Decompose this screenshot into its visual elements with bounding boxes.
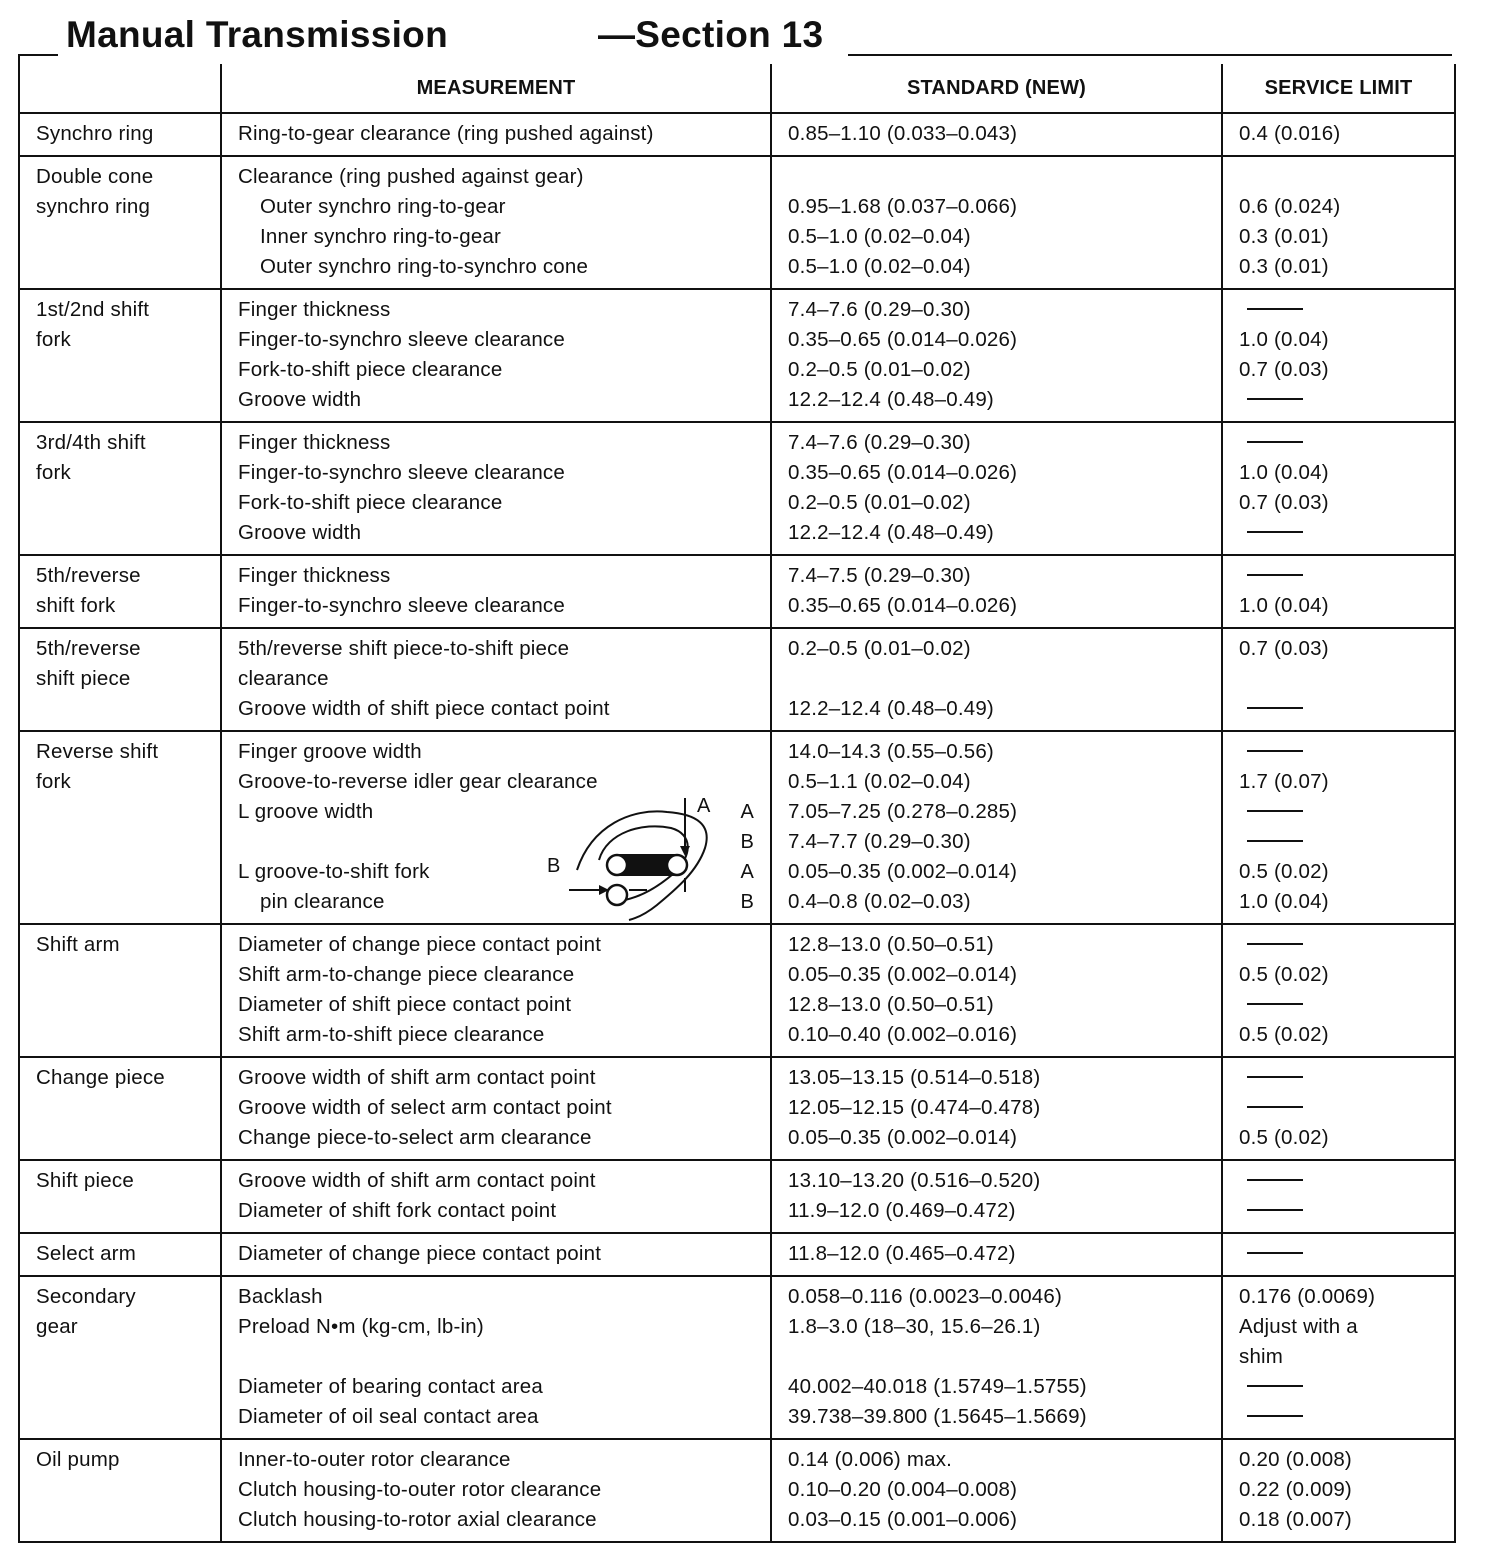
measurement-cell bbox=[221, 422, 771, 555]
limit-cell bbox=[1222, 924, 1454, 1057]
measurement-text: L groove width bbox=[238, 800, 374, 823]
standard-value: 12.8–13.0 (0.50–0.51) bbox=[788, 933, 994, 956]
item-label: Synchro ring bbox=[36, 122, 154, 145]
item-cell bbox=[20, 555, 221, 628]
standard-value: 40.002–40.018 (1.5749–1.5755) bbox=[788, 1375, 1087, 1398]
limit-cell bbox=[1222, 1276, 1454, 1439]
item-label: fork bbox=[36, 770, 71, 793]
item-label: Secondary bbox=[36, 1285, 136, 1308]
not-applicable-dash bbox=[1247, 1415, 1303, 1417]
item-label: shift fork bbox=[36, 594, 116, 617]
limit-value: 0.5 (0.02) bbox=[1239, 1023, 1329, 1046]
shift-fork-diagram bbox=[547, 770, 777, 920]
standard-value: 7.4–7.6 (0.29–0.30) bbox=[788, 431, 971, 454]
standard-cell bbox=[771, 156, 1222, 289]
item-label: Double cone bbox=[36, 165, 154, 188]
measurement-text: Finger-to-synchro sleeve clearance bbox=[238, 328, 565, 351]
limit-value bbox=[1239, 561, 1442, 591]
measurement-text: Groove width of select arm contact point bbox=[238, 1096, 612, 1119]
not-applicable-dash bbox=[1247, 750, 1303, 752]
limit-cell bbox=[1222, 731, 1454, 924]
arrow-a-head bbox=[680, 846, 690, 856]
limit-value bbox=[1239, 990, 1442, 1020]
standard-value: 0.05–0.35 (0.002–0.014) bbox=[788, 860, 1018, 883]
measurement-text: Outer synchro ring-to-synchro cone bbox=[260, 255, 589, 278]
measurement-text: Diameter of shift piece contact point bbox=[238, 993, 572, 1016]
measurement-text: Clearance (ring pushed against gear) bbox=[238, 165, 584, 188]
measurement-text: Clutch housing-to-rotor axial clearance bbox=[238, 1508, 597, 1531]
page-header bbox=[0, 14, 1504, 64]
item-label: Select arm bbox=[36, 1242, 136, 1265]
measurement-text: Finger groove width bbox=[238, 740, 422, 763]
standard-cell bbox=[771, 1233, 1222, 1276]
standard-value: 39.738–39.800 (1.5645–1.5669) bbox=[788, 1405, 1087, 1428]
not-applicable-dash bbox=[1247, 1252, 1303, 1254]
measurement-text: Groove-to-reverse idler gear clearance bbox=[238, 770, 598, 793]
measurement-text: Finger thickness bbox=[238, 298, 391, 321]
measurement-text: pin clearance bbox=[260, 890, 385, 913]
diagram-ref-letter: B bbox=[740, 831, 754, 853]
measurement-text: Groove width of shift arm contact point bbox=[238, 1066, 596, 1089]
standard-cell bbox=[771, 422, 1222, 555]
diagram-ref-letter: B bbox=[740, 891, 754, 913]
limit-value: shim bbox=[1239, 1345, 1284, 1368]
standard-value bbox=[788, 664, 1209, 694]
standard-value: 1.8–3.0 (18–30, 15.6–26.1) bbox=[788, 1315, 1041, 1338]
limit-cell bbox=[1222, 1160, 1454, 1233]
section-label: —Section 13 bbox=[598, 14, 824, 55]
table-row bbox=[20, 1233, 1454, 1276]
item-cell bbox=[20, 422, 221, 555]
measurement-text: Fork-to-shift piece clearance bbox=[238, 491, 503, 514]
standard-cell bbox=[771, 924, 1222, 1057]
item-label: 5th/reverse bbox=[36, 564, 141, 587]
diagram-ref-letter: A bbox=[740, 801, 754, 823]
measurement-text: Change piece-to-select arm clearance bbox=[238, 1126, 592, 1149]
limit-cell bbox=[1222, 113, 1454, 156]
item-cell bbox=[20, 1439, 221, 1541]
table-row bbox=[20, 113, 1454, 156]
standard-value: 0.95–1.68 (0.037–0.066) bbox=[788, 195, 1018, 218]
limit-cell bbox=[1222, 422, 1454, 555]
not-applicable-dash bbox=[1247, 707, 1303, 709]
item-label: synchro ring bbox=[36, 195, 151, 218]
measurement-cell bbox=[221, 1276, 771, 1439]
item-label: shift piece bbox=[36, 667, 131, 690]
standard-cell bbox=[771, 731, 1222, 924]
item-label: Change piece bbox=[36, 1066, 165, 1089]
measurement-cell bbox=[221, 1439, 771, 1541]
standard-value: 7.05–7.25 (0.278–0.285) bbox=[788, 800, 1018, 823]
standard-cell bbox=[771, 628, 1222, 731]
measurement-text: Groove width bbox=[238, 521, 362, 544]
limit-value bbox=[1239, 1196, 1442, 1226]
item-cell bbox=[20, 1276, 221, 1439]
standard-value: 0.2–0.5 (0.01–0.02) bbox=[788, 491, 971, 514]
standard-value bbox=[788, 162, 1209, 192]
measurement-cell bbox=[221, 924, 771, 1057]
limit-cell bbox=[1222, 289, 1454, 422]
limit-value: 1.7 (0.07) bbox=[1239, 770, 1329, 793]
standard-value: 11.9–12.0 (0.469–0.472) bbox=[788, 1199, 1016, 1222]
header-rule-right bbox=[848, 54, 1452, 56]
item-label: Shift arm bbox=[36, 933, 120, 956]
limit-value: 0.7 (0.03) bbox=[1239, 491, 1329, 514]
measurement-text: Diameter of bearing contact area bbox=[238, 1375, 543, 1398]
col-header-item bbox=[20, 64, 221, 113]
limit-value: 0.7 (0.03) bbox=[1239, 358, 1329, 381]
measurement-text: Finger thickness bbox=[238, 564, 391, 587]
standard-value: 0.10–0.20 (0.004–0.008) bbox=[788, 1478, 1018, 1501]
item-label: Oil pump bbox=[36, 1448, 120, 1471]
table-row bbox=[20, 1439, 1454, 1541]
limit-value bbox=[1239, 1093, 1442, 1123]
not-applicable-dash bbox=[1247, 840, 1303, 842]
not-applicable-dash bbox=[1247, 810, 1303, 812]
measurement-cell bbox=[221, 628, 771, 731]
not-applicable-dash bbox=[1247, 1209, 1303, 1211]
limit-value bbox=[1239, 162, 1442, 192]
standard-value: 0.5–1.0 (0.02–0.04) bbox=[788, 255, 971, 278]
standard-value: 11.8–12.0 (0.465–0.472) bbox=[788, 1242, 1016, 1265]
standard-value: 12.2–12.4 (0.48–0.49) bbox=[788, 697, 994, 720]
standard-value: 0.85–1.10 (0.033–0.043) bbox=[788, 122, 1018, 145]
standard-cell bbox=[771, 113, 1222, 156]
standard-value: 0.05–0.35 (0.002–0.014) bbox=[788, 963, 1018, 986]
limit-cell bbox=[1222, 1057, 1454, 1160]
limit-cell bbox=[1222, 555, 1454, 628]
standard-value: 0.35–0.65 (0.014–0.026) bbox=[788, 594, 1018, 617]
table-row bbox=[20, 731, 1454, 924]
table-row bbox=[20, 156, 1454, 289]
table-row bbox=[20, 1160, 1454, 1233]
item-label: fork bbox=[36, 328, 71, 351]
limit-value: 1.0 (0.04) bbox=[1239, 890, 1329, 913]
measurement-text: Ring-to-gear clearance (ring pushed against) bbox=[238, 122, 654, 145]
limit-value: 0.5 (0.02) bbox=[1239, 860, 1329, 883]
measurement-text: Inner synchro ring-to-gear bbox=[260, 225, 502, 248]
not-applicable-dash bbox=[1247, 1179, 1303, 1181]
diagram-label-b: B bbox=[547, 855, 561, 877]
limit-cell bbox=[1222, 628, 1454, 731]
table-row bbox=[20, 422, 1454, 555]
measurement-cell bbox=[221, 1057, 771, 1160]
standard-cell bbox=[771, 289, 1222, 422]
standard-value: 0.5–1.1 (0.02–0.04) bbox=[788, 770, 971, 793]
item-cell bbox=[20, 731, 221, 924]
measurement-text: Clutch housing-to-outer rotor clearance bbox=[238, 1478, 602, 1501]
standard-value: 0.2–0.5 (0.01–0.02) bbox=[788, 358, 971, 381]
standard-value: 12.05–12.15 (0.474–0.478) bbox=[788, 1096, 1041, 1119]
not-applicable-dash bbox=[1247, 574, 1303, 576]
standard-value: 13.10–13.20 (0.516–0.520) bbox=[788, 1169, 1041, 1192]
standard-value: 0.03–0.15 (0.001–0.006) bbox=[788, 1508, 1018, 1531]
standard-value: 0.4–0.8 (0.02–0.03) bbox=[788, 890, 971, 913]
standard-value: 12.2–12.4 (0.48–0.49) bbox=[788, 388, 994, 411]
limit-value: 0.3 (0.01) bbox=[1239, 255, 1329, 278]
limit-value bbox=[1239, 664, 1442, 694]
item-label: 5th/reverse bbox=[36, 637, 141, 660]
standard-cell bbox=[771, 1160, 1222, 1233]
standard-value: 0.05–0.35 (0.002–0.014) bbox=[788, 1126, 1018, 1149]
limit-value: 0.3 (0.01) bbox=[1239, 225, 1329, 248]
measurement-text bbox=[238, 1342, 758, 1372]
measurement-text: Diameter of change piece contact point bbox=[238, 1242, 602, 1265]
item-cell bbox=[20, 1233, 221, 1276]
table-row bbox=[20, 555, 1454, 628]
measurement-text: Backlash bbox=[238, 1285, 323, 1308]
limit-value bbox=[1239, 1239, 1442, 1269]
measurement-text: Shift arm-to-shift piece clearance bbox=[238, 1023, 545, 1046]
not-applicable-dash bbox=[1247, 531, 1303, 533]
limit-cell bbox=[1222, 1439, 1454, 1541]
standard-value: 7.4–7.5 (0.29–0.30) bbox=[788, 564, 971, 587]
item-cell bbox=[20, 924, 221, 1057]
item-label: Reverse shift bbox=[36, 740, 159, 763]
limit-value bbox=[1239, 1166, 1442, 1196]
measurement-text: Diameter of shift fork contact point bbox=[238, 1199, 557, 1222]
measurement-text: L groove-to-shift fork bbox=[238, 860, 430, 883]
table-row bbox=[20, 924, 1454, 1057]
standard-cell bbox=[771, 1439, 1222, 1541]
pin-circle bbox=[607, 855, 627, 875]
table-header-row bbox=[20, 64, 1454, 113]
limit-value bbox=[1239, 797, 1442, 827]
not-applicable-dash bbox=[1247, 1385, 1303, 1387]
pin-circle bbox=[607, 885, 627, 905]
limit-value: 0.5 (0.02) bbox=[1239, 1126, 1329, 1149]
limit-value: 0.22 (0.009) bbox=[1239, 1478, 1352, 1501]
table-body bbox=[20, 113, 1454, 1541]
table-row bbox=[20, 289, 1454, 422]
item-label: 1st/2nd shift bbox=[36, 298, 150, 321]
limit-value bbox=[1239, 827, 1442, 857]
limit-value bbox=[1239, 428, 1442, 458]
limit-value: 0.6 (0.024) bbox=[1239, 195, 1341, 218]
not-applicable-dash bbox=[1247, 308, 1303, 310]
standard-value: 13.05–13.15 (0.514–0.518) bbox=[788, 1066, 1041, 1089]
measurement-text: Preload N•m (kg-cm, lb-in) bbox=[238, 1315, 484, 1338]
item-cell bbox=[20, 113, 221, 156]
not-applicable-dash bbox=[1247, 1003, 1303, 1005]
not-applicable-dash bbox=[1247, 398, 1303, 400]
col-header-measurement: MEASUREMENT bbox=[221, 64, 771, 113]
standard-value: 0.35–0.65 (0.014–0.026) bbox=[788, 328, 1018, 351]
limit-value: 1.0 (0.04) bbox=[1239, 594, 1329, 617]
item-cell bbox=[20, 1057, 221, 1160]
measurement-cell bbox=[221, 1160, 771, 1233]
item-label: Shift piece bbox=[36, 1169, 134, 1192]
measurement-text: Groove width of shift piece contact point bbox=[238, 697, 610, 720]
limit-value bbox=[1239, 295, 1442, 325]
standard-value: 0.35–0.65 (0.014–0.026) bbox=[788, 461, 1018, 484]
standard-value: 0.058–0.116 (0.0023–0.0046) bbox=[788, 1285, 1063, 1308]
limit-value: 1.0 (0.04) bbox=[1239, 328, 1329, 351]
item-cell bbox=[20, 1160, 221, 1233]
limit-value: 0.7 (0.03) bbox=[1239, 637, 1329, 660]
limit-value bbox=[1239, 385, 1442, 415]
limit-value bbox=[1239, 737, 1442, 767]
not-applicable-dash bbox=[1247, 1106, 1303, 1108]
item-cell bbox=[20, 156, 221, 289]
measurement-cell bbox=[221, 289, 771, 422]
measurement-text: Finger-to-synchro sleeve clearance bbox=[238, 594, 565, 617]
page-title: Manual Transmission bbox=[66, 14, 448, 55]
limit-value bbox=[1239, 1402, 1442, 1432]
standard-value: 0.2–0.5 (0.01–0.02) bbox=[788, 637, 971, 660]
standard-value: 0.14 (0.006) max. bbox=[788, 1448, 953, 1471]
limit-value bbox=[1239, 694, 1442, 724]
standard-value: 12.8–13.0 (0.50–0.51) bbox=[788, 993, 994, 1016]
measurement-text: Finger-to-synchro sleeve clearance bbox=[238, 461, 565, 484]
header-rule-left bbox=[18, 54, 58, 56]
standard-value: 0.5–1.0 (0.02–0.04) bbox=[788, 225, 971, 248]
measurement-text: Inner-to-outer rotor clearance bbox=[238, 1448, 511, 1471]
measurement-text: Diameter of change piece contact point bbox=[238, 933, 602, 956]
limit-value: 0.5 (0.02) bbox=[1239, 963, 1329, 986]
limit-value: 0.4 (0.016) bbox=[1239, 122, 1341, 145]
standard-value bbox=[788, 1342, 1209, 1372]
standard-cell bbox=[771, 1276, 1222, 1439]
measurement-cell bbox=[221, 555, 771, 628]
standard-value: 0.10–0.40 (0.002–0.016) bbox=[788, 1023, 1018, 1046]
item-cell bbox=[20, 628, 221, 731]
limit-value: Adjust with a bbox=[1239, 1315, 1358, 1338]
measurement-cell bbox=[221, 1233, 771, 1276]
table-row bbox=[20, 1057, 1454, 1160]
diagram-ref-letter: A bbox=[740, 861, 754, 883]
limit-value: 0.176 (0.0069) bbox=[1239, 1285, 1376, 1308]
measurement-text: clearance bbox=[238, 667, 329, 690]
pin-circle bbox=[667, 855, 687, 875]
measurement-text: Shift arm-to-change piece clearance bbox=[238, 963, 575, 986]
limit-value bbox=[1239, 518, 1442, 548]
standard-cell bbox=[771, 555, 1222, 628]
col-header-standard: STANDARD (NEW) bbox=[771, 64, 1222, 113]
limit-value: 0.20 (0.008) bbox=[1239, 1448, 1352, 1471]
limit-cell bbox=[1222, 1233, 1454, 1276]
item-label: gear bbox=[36, 1315, 78, 1338]
measurement-text: Diameter of oil seal contact area bbox=[238, 1405, 539, 1428]
limit-value bbox=[1239, 1063, 1442, 1093]
measurement-cell bbox=[221, 113, 771, 156]
standard-value: 14.0–14.3 (0.55–0.56) bbox=[788, 740, 994, 763]
measurement-text: Finger thickness bbox=[238, 431, 391, 454]
item-label: 3rd/4th shift bbox=[36, 431, 146, 454]
measurement-cell bbox=[221, 731, 771, 924]
measurement-text: Groove width bbox=[238, 388, 362, 411]
standard-value: 7.4–7.7 (0.29–0.30) bbox=[788, 830, 971, 853]
table-row bbox=[20, 628, 1454, 731]
limit-cell bbox=[1222, 156, 1454, 289]
not-applicable-dash bbox=[1247, 441, 1303, 443]
col-header-limit: SERVICE LIMIT bbox=[1222, 64, 1454, 113]
limit-value bbox=[1239, 1372, 1442, 1402]
limit-value: 1.0 (0.04) bbox=[1239, 461, 1329, 484]
measurement-text: Outer synchro ring-to-gear bbox=[260, 195, 506, 218]
item-cell bbox=[20, 289, 221, 422]
not-applicable-dash bbox=[1247, 943, 1303, 945]
limit-value: 0.18 (0.007) bbox=[1239, 1508, 1352, 1531]
standard-value: 7.4–7.6 (0.29–0.30) bbox=[788, 298, 971, 321]
measurement-cell bbox=[221, 156, 771, 289]
not-applicable-dash bbox=[1247, 1076, 1303, 1078]
item-label: fork bbox=[36, 461, 71, 484]
spec-table-frame bbox=[18, 64, 1456, 1543]
diagram-label-a: A bbox=[697, 795, 711, 817]
standard-cell bbox=[771, 1057, 1222, 1160]
table-row bbox=[20, 1276, 1454, 1439]
spec-table bbox=[20, 64, 1454, 1541]
measurement-text: Groove width of shift arm contact point bbox=[238, 1169, 596, 1192]
measurement-text: Fork-to-shift piece clearance bbox=[238, 358, 503, 381]
measurement-text: 5th/reverse shift piece-to-shift piece bbox=[238, 637, 570, 660]
limit-value bbox=[1239, 930, 1442, 960]
standard-value: 12.2–12.4 (0.48–0.49) bbox=[788, 521, 994, 544]
shift-fork-diagram-svg bbox=[547, 770, 777, 920]
